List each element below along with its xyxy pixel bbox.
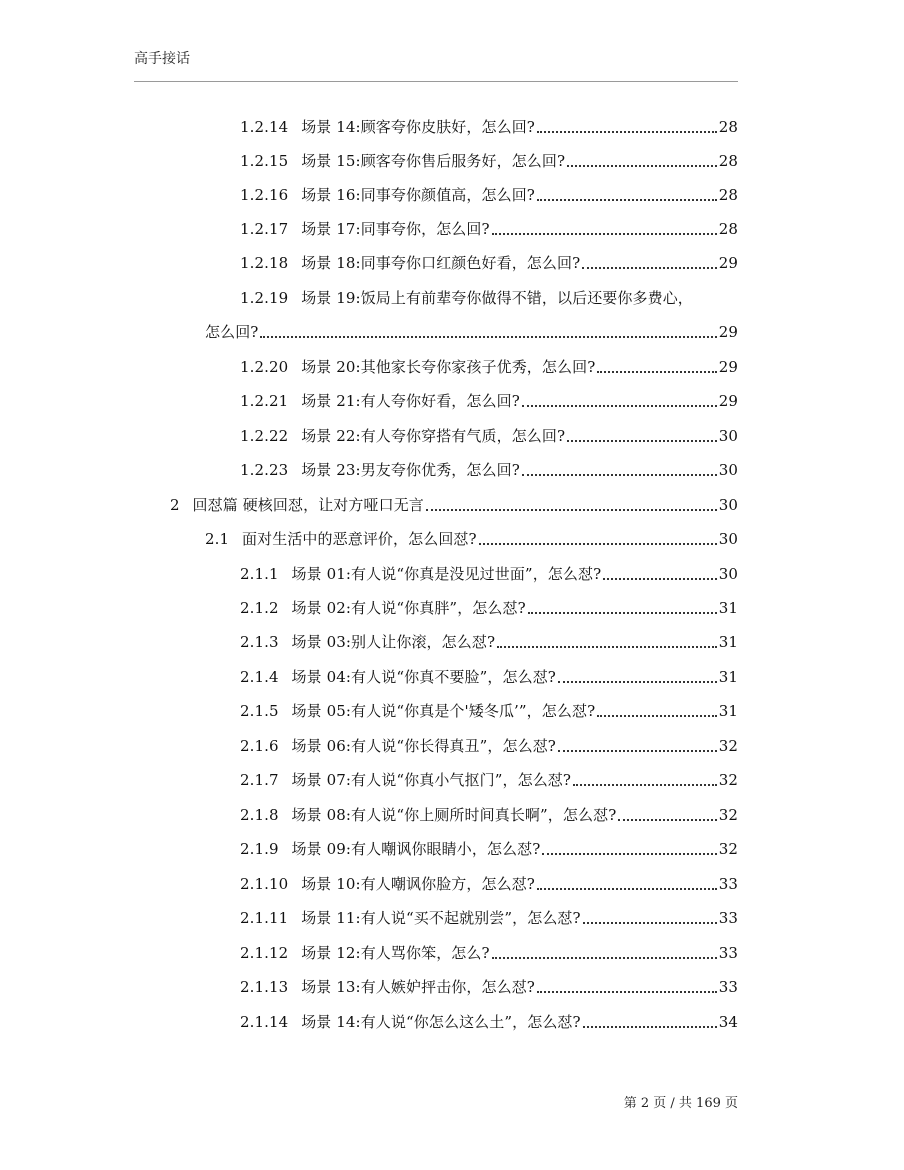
toc-entry-number: 1.2.15 — [240, 152, 289, 170]
dot-leader — [567, 165, 717, 167]
toc-entry-2[interactable] — [170, 495, 738, 515]
toc-entry-page: 29 — [718, 358, 738, 376]
toc-entry-title: 场景 01:有人说“你真是没见过世面”，怎么怼? — [291, 565, 602, 583]
toc-entry-2-1-4[interactable] — [240, 667, 738, 687]
toc-entry-page: 33 — [718, 875, 738, 893]
toc-entry-2-1[interactable] — [205, 529, 738, 549]
toc-entry-page: 34 — [718, 1013, 738, 1031]
toc-entry-page: 31 — [718, 668, 738, 686]
toc-entry-title: 场景 19:饭局上有前辈夸你做得不错，以后还要你多费心， — [301, 289, 693, 307]
toc-entry-number: 2.1.2 — [240, 599, 279, 617]
dot-leader — [492, 957, 717, 959]
toc-entry-number: 1.2.23 — [240, 461, 289, 479]
toc-entry-page: 29 — [718, 254, 738, 272]
toc-entry-number: 2.1.9 — [240, 840, 279, 858]
dot-leader — [558, 750, 717, 752]
toc-entry-1-2-19-line-1[interactable] — [240, 288, 738, 308]
toc-entry-title: 怎么回? — [205, 323, 259, 341]
toc-entry-1-2-22[interactable] — [240, 426, 738, 446]
dot-leader — [573, 784, 717, 786]
toc-entry-page: 33 — [718, 944, 738, 962]
toc-entry-2-1-13[interactable] — [240, 977, 738, 997]
dot-leader — [497, 646, 717, 648]
toc-entry-title: 回怼篇 硬核回怼，让对方哑口无言 — [192, 496, 424, 514]
dot-leader — [492, 233, 717, 235]
toc-entry-2-1-1[interactable] — [240, 564, 738, 584]
toc-entry-title: 场景 23:男友夸你优秀，怎么回? — [301, 461, 520, 479]
toc-entry-2-1-11[interactable] — [240, 908, 738, 928]
dot-leader — [537, 991, 717, 993]
toc-entry-number: 1.2.19 — [240, 289, 289, 307]
dot-leader — [537, 888, 717, 890]
toc-entry-1-2-23[interactable] — [240, 460, 738, 480]
dot-leader — [618, 819, 716, 821]
toc-entry-title: 场景 04:有人说“你真不要脸”，怎么怼? — [291, 668, 556, 686]
toc-entry-page: 28 — [718, 186, 738, 204]
toc-entry-number: 2.1.14 — [240, 1013, 289, 1031]
toc-entry-title: 场景 07:有人说“你真小气抠门”，怎么怼? — [291, 771, 572, 789]
toc-entry-number: 2.1.5 — [240, 702, 279, 720]
toc-entry-number: 2 — [170, 496, 180, 514]
toc-entry-number: 2.1.10 — [240, 875, 289, 893]
dot-leader — [583, 922, 717, 924]
dot-leader — [603, 578, 716, 580]
toc-entry-title: 场景 18:同事夸你口红颜色好看，怎么回? — [301, 254, 581, 272]
toc-entry-page: 28 — [718, 118, 738, 136]
toc-entry-number: 2.1.7 — [240, 771, 279, 789]
toc-entry-2-1-7[interactable] — [240, 770, 738, 790]
dot-leader — [426, 509, 717, 511]
toc-entry-page: 31 — [718, 633, 738, 651]
toc-entry-2-1-5[interactable] — [240, 701, 738, 721]
toc-entry-page: 31 — [718, 599, 738, 617]
toc-entry-title: 场景 16:同事夸你颜值高，怎么回? — [301, 186, 535, 204]
dot-leader — [583, 1026, 717, 1028]
toc-entry-title: 场景 17:同事夸你，怎么回? — [301, 220, 490, 238]
toc-entry-1-2-21[interactable] — [240, 391, 738, 411]
toc-entry-title: 面对生活中的恶意评价，怎么回怼? — [242, 530, 477, 548]
dot-leader — [567, 440, 717, 442]
toc-entry-page: 28 — [718, 152, 738, 170]
toc-entry-page: 30 — [718, 565, 738, 583]
dot-leader — [528, 612, 717, 614]
toc-entry-number: 1.2.14 — [240, 118, 289, 136]
toc-entry-2-1-8[interactable] — [240, 805, 738, 825]
toc-entry-title: 场景 09:有人嘲讽你眼睛小，怎么怼? — [291, 840, 541, 858]
toc-entry-number: 2.1.3 — [240, 633, 279, 651]
dot-leader — [542, 853, 716, 855]
dot-leader — [537, 199, 717, 201]
toc-entry-title: 场景 14:顾客夸你皮肤好，怎么回? — [301, 118, 535, 136]
toc-entry-page: 30 — [718, 427, 738, 445]
toc-entry-2-1-14[interactable] — [240, 1012, 738, 1032]
dot-leader — [260, 336, 716, 338]
page-header-title: 高手接话 — [134, 51, 190, 67]
toc-entry-page: 31 — [718, 702, 738, 720]
toc-entry-page: 33 — [718, 909, 738, 927]
toc-entry-number: 1.2.22 — [240, 427, 289, 445]
toc-entry-page: 33 — [718, 978, 738, 996]
toc-entry-page: 32 — [718, 771, 738, 789]
toc-entry-title: 场景 15:顾客夸你售后服务好，怎么回? — [301, 152, 566, 170]
dot-leader — [597, 715, 716, 717]
toc-entry-title: 场景 21:有人夸你好看，怎么回? — [301, 392, 520, 410]
toc-entry-page: 29 — [718, 392, 738, 410]
toc-entry-1-2-16[interactable] — [240, 185, 738, 205]
toc-entry-title: 场景 08:有人说“你上厕所时间真长啊”，怎么怼? — [291, 806, 617, 824]
toc-entry-title: 场景 05:有人说“你真是个'矮冬瓜’”，怎么怼? — [291, 702, 596, 720]
toc-entry-title: 场景 06:有人说“你长得真丑”，怎么怼? — [291, 737, 556, 755]
toc-entry-number: 1.2.20 — [240, 358, 289, 376]
toc-entry-number: 2.1 — [205, 530, 230, 548]
toc-entry-1-2-14[interactable] — [240, 117, 738, 137]
dot-leader — [522, 405, 717, 407]
toc-entry-number: 2.1.8 — [240, 806, 279, 824]
toc-entry-title: 场景 12:有人骂你笨，怎么? — [301, 944, 490, 962]
dot-leader — [479, 543, 717, 545]
toc-entry-2-1-10[interactable] — [240, 874, 738, 894]
toc-entry-title: 场景 02:有人说“你真胖”，怎么怼? — [291, 599, 526, 617]
toc-entry-page: 32 — [718, 840, 738, 858]
toc-entry-page: 28 — [718, 220, 738, 238]
toc-entry-1-2-15[interactable] — [240, 151, 738, 171]
toc-entry-title: 场景 14:有人说“你怎么这么土”，怎么怼? — [301, 1013, 581, 1031]
toc-entry-page: 30 — [718, 496, 738, 514]
toc-entry-2-1-3[interactable] — [240, 632, 738, 652]
toc-entry-number: 2.1.13 — [240, 978, 289, 996]
dot-leader — [558, 681, 717, 683]
toc-entry-2-1-6[interactable] — [240, 736, 738, 756]
toc-entry-title: 场景 13:有人嫉妒抨击你，怎么怼? — [301, 978, 535, 996]
toc-entry-2-1-2[interactable] — [240, 598, 738, 618]
toc-entry-title: 场景 22:有人夸你穿搭有气质，怎么回? — [301, 427, 566, 445]
toc-entry-title: 场景 20:其他家长夸你家孩子优秀，怎么回? — [301, 358, 596, 376]
toc-entry-title: 场景 11:有人说“买不起就别尝”，怎么怼? — [301, 909, 581, 927]
dot-leader — [537, 131, 717, 133]
toc-entry-title: 场景 10:有人嘲讽你脸方，怎么怼? — [301, 875, 535, 893]
dot-leader — [597, 371, 716, 373]
dot-leader — [582, 267, 716, 269]
toc-entry-page: 32 — [718, 806, 738, 824]
toc-entry-title: 场景 03:别人让你滚，怎么怼? — [291, 633, 496, 651]
toc-entry-number: 1.2.18 — [240, 254, 289, 272]
toc-entry-number: 2.1.11 — [240, 909, 289, 927]
dot-leader — [522, 474, 717, 476]
toc-entry-1-2-17[interactable] — [240, 219, 738, 239]
toc-entry-page: 29 — [718, 323, 738, 341]
header-divider — [134, 81, 738, 82]
toc-entry-number: 1.2.16 — [240, 186, 289, 204]
page-number-footer: 第 2 页 / 共 169 页 — [623, 1096, 738, 1111]
toc-entry-page: 30 — [718, 461, 738, 479]
toc-entry-number: 2.1.4 — [240, 668, 279, 686]
toc-entry-page: 30 — [718, 530, 738, 548]
toc-entry-1-2-20[interactable] — [240, 357, 738, 377]
toc-entry-1-2-18[interactable] — [240, 253, 738, 273]
toc-entry-1-2-19-line-2[interactable] — [205, 322, 738, 342]
toc-entry-number: 1.2.21 — [240, 392, 289, 410]
toc-entry-2-1-9[interactable] — [240, 839, 738, 859]
toc-entry-number: 1.2.17 — [240, 220, 289, 238]
toc-entry-2-1-12[interactable] — [240, 943, 738, 963]
toc-entry-page: 32 — [718, 737, 738, 755]
toc-entry-number: 2.1.12 — [240, 944, 289, 962]
toc-entry-number: 2.1.1 — [240, 565, 279, 583]
toc-entry-number: 2.1.6 — [240, 737, 279, 755]
